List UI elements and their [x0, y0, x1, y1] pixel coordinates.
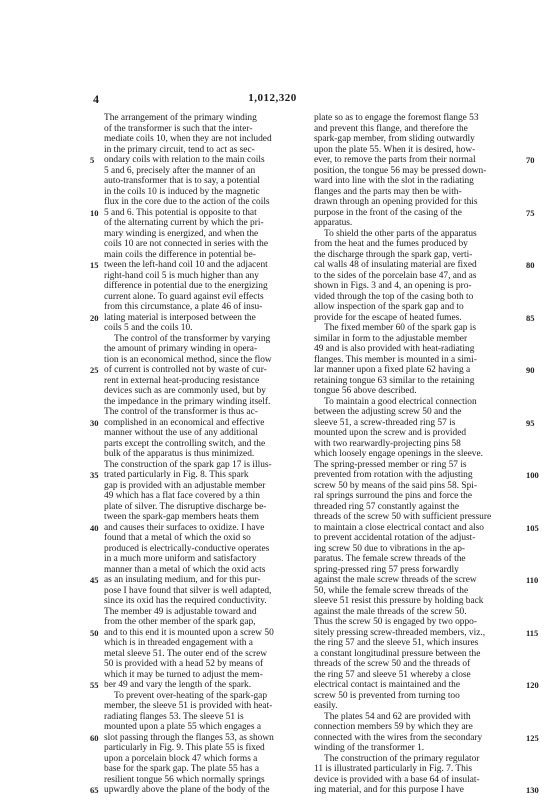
text-line: to prevent accidental rotation of the adjust-: [314, 533, 476, 543]
text-line: shown in Figs. 3 and 4, an opening is pro-: [314, 281, 472, 291]
line-number: 90: [526, 365, 535, 375]
text-line: as an insulating medium, and for this pur-: [104, 575, 261, 585]
text-line: threads of the screw 50 and the threads of: [314, 659, 471, 669]
page-number: 4: [93, 92, 99, 106]
line-number: 85: [526, 312, 535, 323]
text-line: ever, to remove the parts from their normal: [314, 155, 476, 165]
text-line: device is provided with a base 64 of insulat-: [314, 774, 480, 785]
text-line: The fixed member 60 of the spark gap is: [324, 323, 477, 333]
text-line: metal sleeve 51. The outer end of the screw: [104, 648, 268, 659]
line-number: 60: [90, 732, 99, 743]
text-line: tween the left-hand coil 10 and the adjacent: [104, 260, 268, 270]
text-line: position, the tongue 56 may be pressed down-: [314, 165, 487, 176]
text-line: resilient tongue 56 which normally springs: [104, 774, 265, 785]
text-line: found that a metal of which the oxid so: [104, 533, 251, 543]
text-line: threaded ring 57 constantly against the: [314, 501, 460, 512]
line-number: 15: [90, 260, 99, 270]
text-line: trated particularly in Fig. 8. This spark: [104, 470, 249, 480]
left-text-column: [104, 113, 300, 796]
text-line: To maintain a good electrical connection: [324, 396, 477, 407]
line-number: 25: [90, 365, 99, 375]
text-line: 5 and 6. This potential is opposite to that: [104, 207, 257, 218]
text-line: manner without the use of any additional: [104, 428, 258, 438]
text-line: paratus. The female screw threads of the: [314, 554, 466, 564]
text-line: provide for the escape of heated fumes.: [314, 312, 462, 323]
text-line: sleeve 51, a screw-threaded ring 57 is: [314, 417, 456, 428]
line-number: 20: [90, 312, 99, 323]
text-line: spark-gap member, from sliding outwardly: [314, 134, 475, 144]
line-number: 40: [90, 522, 99, 533]
line-number: 100: [526, 470, 539, 480]
line-number: 75: [526, 207, 535, 218]
text-line: the discharge through the spark gap, verti-: [314, 249, 473, 260]
text-line: bulk of the apparatus is thus minimized.: [104, 449, 255, 459]
text-line: of the alternating current by which the pri-: [104, 218, 264, 228]
text-line: winding of the transformer 1.: [314, 743, 425, 753]
text-line: sitely pressing screw-threaded members, viz.,: [314, 627, 486, 638]
text-line: auto-transformer that is to say, a potential: [104, 176, 260, 186]
text-line: The plates 54 and 62 are provided with: [324, 711, 471, 722]
text-line: ing screw 50 due to vibrations in the ap-: [314, 543, 466, 554]
text-line: upon the plate 55. When it is desired, how-: [314, 144, 476, 155]
text-line: tion is an economical method, since the flow: [104, 354, 272, 365]
text-line: and prevent this flange, and therefore the: [314, 123, 468, 134]
text-line: easily.: [314, 701, 338, 711]
text-line: gap is provided with an adjustable member: [104, 480, 266, 491]
text-line: complished in an economical and effective: [104, 417, 265, 428]
text-line: screw 50 by means of the said pins 58. Spi-: [314, 480, 477, 491]
text-line: allow inspection of the spark gap and to: [314, 302, 464, 312]
text-line: The construction of the spark gap 17 is illus-: [104, 459, 272, 470]
text-line: The arrangement of the primary winding: [104, 113, 257, 123]
text-line: plate so as to engage the foremost flange 53: [314, 113, 479, 123]
line-number: 65: [90, 785, 99, 795]
text-line: pose I have found that silver is well adapted,: [104, 585, 272, 596]
text-line: slot passing through the flanges 53, as shown: [104, 732, 274, 743]
text-line: vided through the top of the casing both to: [314, 291, 474, 302]
text-line: tween the spark-gap members heats them: [104, 512, 259, 522]
text-line: retaining tongue 63 similar to the retaining: [314, 375, 475, 386]
right-text-column: [314, 113, 516, 796]
text-line: from the heat and the fumes produced by: [314, 239, 468, 249]
text-line: which is in threaded engagement with a: [104, 638, 253, 648]
text-line: screw 50 is prevented from turning too: [314, 690, 460, 701]
line-number: 35: [90, 470, 99, 480]
text-line: to the sides of the porcelain base 47, and as: [314, 270, 477, 281]
text-line: devices such as are commonly used, but by: [104, 386, 266, 396]
text-line: particularly in Fig. 9. This plate 55 is fixed: [104, 743, 265, 753]
text-line: between the adjusting screw 50 and the: [314, 407, 462, 417]
text-line: a constant longitudinal pressure between the: [314, 648, 481, 659]
line-number: 55: [90, 680, 99, 690]
text-line: the ring 57 and the sleeve 51, which insures: [314, 638, 479, 648]
text-line: manner than a metal of which the oxid acts: [104, 564, 266, 575]
text-line: of current is controlled not by waste of cur-: [104, 365, 267, 375]
line-number: 45: [90, 575, 99, 585]
text-line: 11 is illustrated particularly in Fig. 7. This: [314, 764, 473, 774]
text-line: member, the sleeve 51 is provided with heat-: [104, 701, 273, 711]
text-line: the ring 57 and sleeve 51 whereby a close: [314, 669, 471, 680]
text-line: and causes their surfaces to oxidize. I have: [104, 522, 265, 533]
text-line: purpose in the front of the casing of the: [314, 207, 462, 218]
text-line: and to this end it is mounted upon a screw 50: [104, 627, 274, 638]
text-line: upwardly above the plane of the body of the: [104, 785, 270, 795]
text-line: in the coils 10 is induced by the magnetic: [104, 186, 260, 197]
text-line: The member 49 is adjustable toward and: [104, 606, 257, 617]
text-line: flux in the core due to the action of the coils: [104, 197, 270, 207]
text-line: 50, while the female screw threads of the: [314, 585, 469, 596]
text-line: mounted upon the screw and is provided: [314, 428, 467, 438]
text-line: flanges. This member is mounted in a simi-: [314, 354, 477, 365]
line-number: 105: [526, 522, 539, 533]
text-line: The control of the transformer by varying: [114, 333, 271, 344]
text-line: sleeve 51 resist this pressure by holding back: [314, 596, 484, 606]
line-number: 110: [526, 575, 539, 585]
text-line: Thus the screw 50 is engaged by two oppo-: [314, 617, 477, 627]
text-line: to maintain a close electrical contact and also: [314, 522, 484, 533]
line-number: 115: [526, 627, 539, 638]
text-line: cal walls 48 of insulating material are fixed: [314, 260, 477, 270]
text-line: from this circumstance, a plate 46 of insu-: [104, 302, 263, 312]
line-number: 130: [526, 785, 539, 795]
text-line: connection members 59 by which they are: [314, 722, 473, 732]
text-line: 5 and 6, precisely after the manner of an: [104, 165, 256, 176]
text-line: coils 5 and the coils 10.: [104, 323, 193, 333]
page-header: [0, 92, 545, 108]
text-line: To shield the other parts of the apparatus: [324, 228, 477, 239]
line-number: 125: [526, 732, 539, 743]
line-number: 70: [526, 155, 535, 165]
text-line: against the male threads of the screw 50.: [314, 606, 467, 617]
text-line: ward into line with the slot in the radiating: [314, 176, 474, 186]
text-line: from the other member of the spark gap,: [104, 617, 256, 627]
text-line: connected with the wires from the secondary: [314, 732, 483, 743]
text-line: radiating flanges 53. The sleeve 51 is: [104, 711, 244, 722]
text-line: ral springs surround the pins and force the: [314, 491, 473, 501]
text-line: mounted upon a plate 55 which engages a: [104, 722, 261, 732]
text-line: prevented from rotation with the adjusting: [314, 470, 473, 480]
text-line: similar in form to the adjustable member: [314, 333, 468, 344]
line-number: 50: [90, 627, 99, 638]
text-line: 50 is provided with a head 52 by means of: [104, 659, 264, 669]
line-number: 30: [90, 417, 99, 428]
text-line: rent in external heat-producing resistance: [104, 375, 260, 386]
text-line: produced is electrically-conductive operates: [104, 543, 270, 554]
text-line: since its oxid has the required conductivity.: [104, 596, 267, 606]
text-line: 49 and is also provided with heat-radiating: [314, 344, 475, 354]
text-line: right-hand coil 5 is much higher than any: [104, 270, 259, 281]
text-line: main coils the difference in potential be-: [104, 249, 256, 260]
line-number: 5: [90, 155, 95, 165]
text-line: mediate coils 10, when they are not included: [104, 134, 272, 144]
text-line: which it may be turned to adjust the mem-: [104, 669, 263, 680]
text-line: apparatus.: [314, 218, 353, 228]
text-line: threads of the screw 50 with sufficient pressure: [314, 512, 492, 522]
text-line: with two rearwardly-projecting pins 58: [314, 438, 461, 449]
text-line: which loosely engage openings in the sleeve.: [314, 449, 483, 459]
text-line: coils 10 are not connected in series with the: [104, 239, 269, 249]
text-line: upon a porcelain block 47 which forms a: [104, 753, 258, 764]
text-line: plate of silver. The disruptive discharge be-: [104, 501, 267, 512]
text-line: the impedance in the primary winding itself.: [104, 396, 271, 407]
line-number: 120: [526, 680, 539, 690]
text-line: in a much more uniform and satisfactory: [104, 554, 257, 564]
text-line: against the male screw threads of the screw: [314, 575, 477, 585]
text-line: To prevent over-heating of the spark-gap: [114, 690, 268, 701]
text-line: drawn through an opening provided for this: [314, 197, 478, 207]
text-line: 49 which has a flat face covered by a thin: [104, 491, 260, 501]
text-line: The control of the transformer is thus ac-: [104, 407, 258, 417]
text-line: ber 49 and vary the length of the spark.: [104, 680, 252, 690]
text-line: the amount of primary winding in opera-: [104, 344, 258, 354]
text-line: electrical contact is maintained and the: [314, 680, 461, 690]
text-line: spring-pressed ring 57 press forwardly: [314, 564, 459, 575]
text-line: The spring-pressed member or ring 57 is: [314, 459, 467, 470]
line-number: 80: [526, 260, 535, 270]
text-line: flanges and the parts may then be with-: [314, 186, 462, 197]
text-line: mary winding is energized, and when the: [104, 228, 259, 239]
line-number: 10: [90, 207, 99, 218]
text-line: base for the spark gap. The plate 55 has a: [104, 764, 259, 774]
text-line: in the primary circuit, tend to act as sec-: [104, 144, 255, 155]
text-line: difference in potential due to the energizing: [104, 281, 268, 291]
text-line: parts except the controlling switch, and the: [104, 438, 266, 449]
text-line: current alone. To guard against evil effects: [104, 291, 264, 302]
text-line: lar manner upon a fixed plate 62 having a: [314, 365, 471, 375]
text-line: lating material is interposed between the: [104, 312, 256, 323]
line-number: 95: [526, 417, 535, 428]
text-line: The construction of the primary regulator: [324, 753, 480, 764]
patent-number: 1,012,320: [248, 92, 297, 104]
text-line: ing material, and for this purpose I have: [314, 785, 464, 795]
text-line: of the transformer is such that the inter-: [104, 123, 253, 134]
text-line: tongue 56 above described.: [314, 386, 417, 396]
text-line: ondary coils with relation to the main coils: [104, 155, 265, 165]
